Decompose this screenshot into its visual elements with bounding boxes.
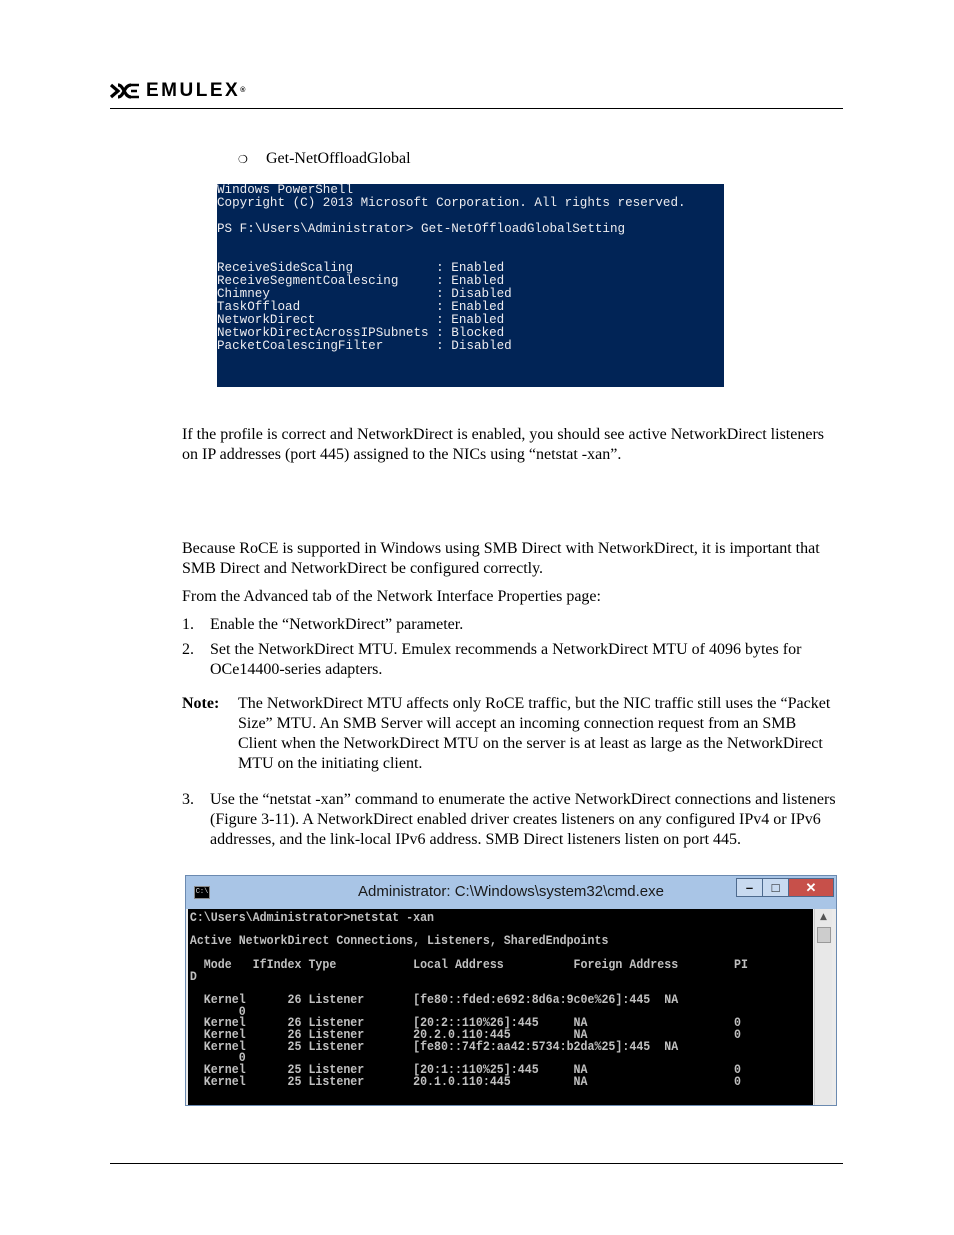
bullet-mark: ❍: [238, 154, 248, 166]
cmd-line: Kernel 25 Listener 20.1.0.110:445 NA 0: [189, 1074, 741, 1089]
cmd-window-screenshot: [185, 875, 837, 1106]
cmd-line: Kernel 26 Listener [20:2::110%26]:445 NA 0: [189, 1016, 741, 1031]
cmd-line: Mode IfIndex Type Local Address Foreign Address PI: [189, 957, 748, 972]
powershell-line: Windows PowerShell: [217, 184, 354, 197]
powershell-line: TaskOffload : Enabled: [217, 300, 505, 314]
maximize-button[interactable]: □: [762, 878, 789, 897]
powershell-line: ReceiveSegmentCoalescing : Enabled: [217, 274, 505, 288]
cmd-line: C:\Users\Administrator>netstat -xan: [189, 911, 435, 925]
netstat-output: [188, 909, 769, 1089]
powershell-output: [217, 184, 724, 353]
cmd-console: [188, 909, 813, 1105]
paragraph-advanced-tab: From the Advanced tab of the Network Interface Properties page:: [182, 588, 601, 605]
scroll-thumb[interactable]: [817, 927, 831, 943]
powershell-line: NetworkDirectAcrossIPSubnets : Blocked: [217, 326, 505, 340]
powershell-line: ReceiveSideScaling : Enabled: [217, 261, 505, 275]
note-text: The NetworkDirect MTU affects only RoCE traffic, but the NIC traffic still uses the “Packet Size” MTU. An SMB Server will accept an incoming connection request from an SMB Client when the NetworkDirect MTU on the server is at least as large as the NetworkDirect MTU on the initiating client.: [238, 695, 831, 772]
vertical-scrollbar[interactable]: [814, 909, 832, 1105]
cmd-line: Kernel 26 Listener [fe80::fded:e692:8d6a:9c0e%26]:445 NA: [189, 992, 679, 1007]
cmd-line: 0: [189, 1004, 246, 1019]
powershell-line: Copyright (C) 2013 Microsoft Corporation. All rights reserved.: [217, 196, 686, 210]
emulex-logo: [110, 80, 245, 102]
paragraph-netstat-intro: If the profile is correct and NetworkDirect is enabled, you should see active NetworkDirect listeners on IP addresses (port 445) assigned to the NICs using “netstat -xan”.: [182, 426, 824, 463]
scroll-up-arrow-icon[interactable]: ▲: [820, 912, 827, 922]
paragraph-roce-smb: Because RoCE is supported in Windows using SMB Direct with NetworkDirect, it is important that SMB Direct and NetworkDirect be configured correctly.: [182, 540, 820, 577]
note-label: Note:: [182, 695, 220, 712]
cmd-line: Kernel 26 Listener 20.2.0.110:445 NA 0: [189, 1028, 741, 1043]
bullet-item: [238, 150, 411, 168]
footer-rule: [110, 1163, 843, 1164]
powershell-line: NetworkDirect : Enabled: [217, 313, 505, 327]
bullet-text: Get-NetOffloadGlobal: [266, 150, 411, 167]
close-button[interactable]: ✕: [788, 878, 834, 897]
logo-text: EMULEX®: [146, 80, 246, 101]
cmd-line: D: [189, 969, 197, 984]
cmd-line: Active NetworkDirect Connections, Listeners, SharedEndpoints: [189, 934, 609, 949]
minimize-button[interactable]: –: [736, 878, 763, 897]
cmd-title-text: Administrator: C:\Windows\system32\cmd.exe: [358, 883, 664, 900]
header-rule: [110, 108, 843, 109]
cmd-line: Kernel 25 Listener [fe80::74f2:aa42:5734:b2da%25]:445 NA: [189, 1039, 679, 1054]
cmd-title-bar: [186, 876, 836, 909]
cmd-app-icon: C:\: [194, 886, 210, 899]
powershell-line: PS F:\Users\Administrator> Get-NetOffloadGlobalSetting: [217, 222, 626, 236]
powershell-screenshot: [217, 184, 724, 387]
powershell-line: Chimney : Disabled: [217, 287, 512, 301]
cmd-line: Kernel 25 Listener [20:1::110%25]:445 NA 0: [189, 1063, 741, 1078]
cmd-line: 0: [189, 1051, 246, 1066]
powershell-line: PacketCoalescingFilter : Disabled: [217, 339, 512, 353]
emulex-mark-icon: [110, 83, 140, 99]
